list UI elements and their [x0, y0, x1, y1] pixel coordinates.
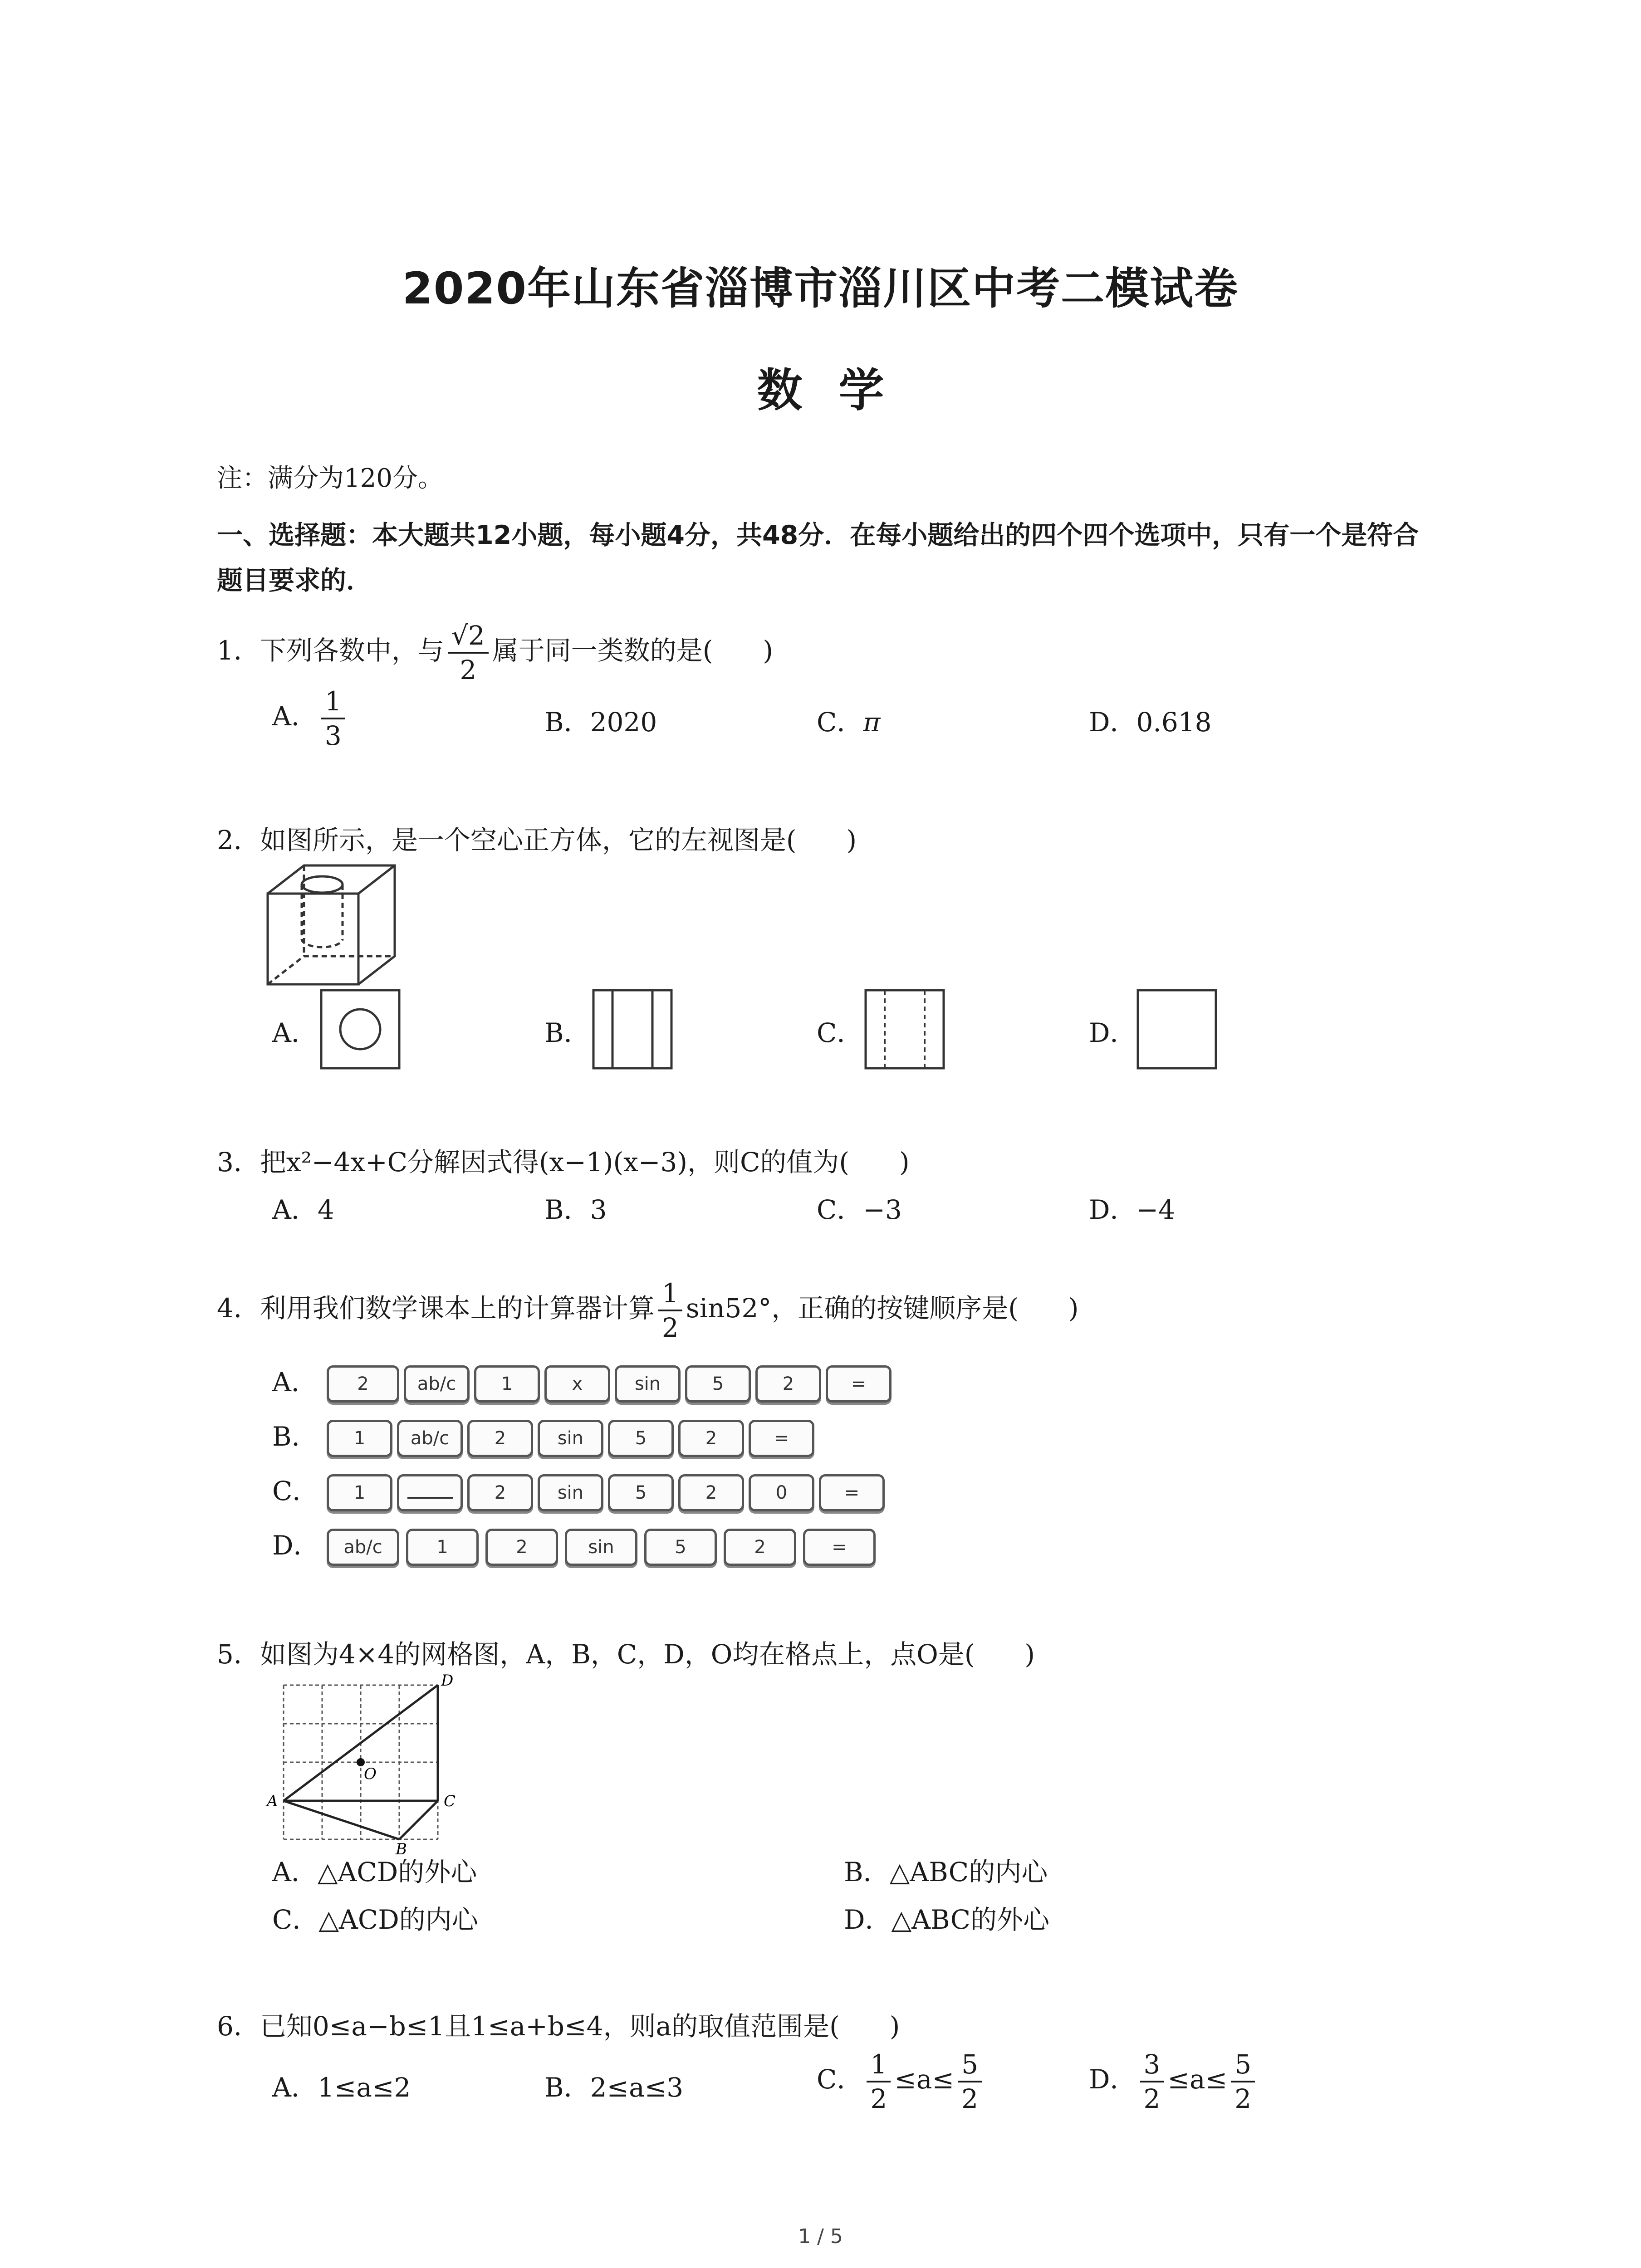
q5-option-a: A．△ACD的外心	[272, 1857, 477, 1887]
q3-option-c: C．−3	[817, 1194, 902, 1225]
q2-text: 2．如图所示，是一个空心正方体，它的左视图是(	[217, 825, 797, 855]
key: 2	[678, 1420, 744, 1457]
key: 1	[406, 1529, 479, 1566]
q1-c-label: C．	[817, 707, 863, 738]
q1-a-den: 3	[324, 720, 342, 751]
q5-close: )	[1024, 1639, 1035, 1670]
q4-option-a-label: A．	[272, 1367, 318, 1398]
q1-frac-den: 2	[460, 655, 477, 685]
hollow-cube-figure	[254, 862, 408, 989]
q6-d-left-frac	[1140, 2048, 1164, 2115]
point-d-label: D	[441, 1674, 454, 1690]
key: 5	[685, 1365, 751, 1403]
q6-close: )	[889, 2011, 900, 2042]
exam-title: 2020年山东省淄博市淄川区中考二模试卷	[402, 263, 1239, 314]
key: 5	[608, 1474, 674, 1511]
q6-option-b: B．2≤a≤3	[544, 2072, 684, 2103]
q6-option-d	[1089, 2048, 1259, 2115]
q1-option-c	[817, 701, 881, 739]
key: 1	[327, 1474, 392, 1511]
q1-text-pre: 1．下列各数中，与	[217, 635, 444, 666]
q6-c-right-num: 5	[958, 2048, 982, 2082]
key: 2	[327, 1365, 399, 1403]
question-1	[217, 619, 773, 686]
q1-close: )	[763, 635, 774, 666]
q2-option-b-figure	[592, 989, 674, 1070]
key: 2	[678, 1474, 744, 1511]
key: 5	[644, 1529, 717, 1566]
key: ab/c	[397, 1420, 463, 1457]
q1-c-value: π	[863, 707, 881, 738]
q6-option-c	[817, 2048, 985, 2115]
point-o-label: O	[364, 1765, 377, 1783]
q3-option-a: A．4	[272, 1194, 334, 1225]
key: x	[544, 1365, 610, 1403]
key: 1	[474, 1365, 540, 1403]
q6-d-mid: ≤a≤	[1167, 2064, 1228, 2095]
q1-text-post: 属于同一类数的是(	[492, 635, 713, 666]
q2-close: )	[846, 825, 857, 855]
q1-fraction	[448, 619, 489, 686]
exam-subject: 数学	[757, 364, 921, 417]
q6-c-right-den: 2	[961, 2083, 978, 2114]
question-6	[217, 2005, 900, 2043]
key: 2	[467, 1474, 533, 1511]
page-number: 1 / 5	[798, 2225, 843, 2248]
q4-option-d-label: D．	[272, 1530, 320, 1561]
key: ab/c	[327, 1529, 399, 1566]
key: 5	[608, 1420, 674, 1457]
q4-option-b-label: B．	[272, 1421, 318, 1452]
key: =	[749, 1420, 814, 1457]
key: sin	[565, 1529, 637, 1566]
q5-option-d: D．△ABC的外心	[844, 1904, 1050, 1935]
q5-text: 5．如图为4×4的网格图，A，B，C，D，O均在格点上，点O是(	[217, 1639, 975, 1670]
key-fraction-bar	[397, 1474, 463, 1511]
q6-d-left-num: 3	[1140, 2048, 1164, 2082]
q4-frac-den: 2	[661, 1312, 679, 1343]
q6-text: 6．已知0≤a−b≤1且1≤a+b≤4，则a的取值范围是(	[217, 2011, 840, 2042]
q1-frac-num: √2	[448, 619, 489, 654]
key: sin	[538, 1474, 603, 1511]
key: =	[819, 1474, 885, 1511]
q1-option-b: B．2020	[544, 707, 657, 738]
q4-fraction	[658, 1277, 682, 1344]
q2-option-d-figure	[1136, 989, 1218, 1070]
q2-option-a-label: A．	[272, 1017, 318, 1048]
q3-option-d: D．−4	[1089, 1194, 1176, 1225]
q4-frac-num: 1	[658, 1277, 682, 1311]
section-heading: 一、选择题：本大题共12小题，每小题4分，共48分．在每小题给出的四个四个选项中，只有一个是符合题目要求的．	[217, 520, 1419, 596]
q1-a-num: 1	[321, 685, 345, 719]
q6-c-mid: ≤a≤	[894, 2064, 955, 2095]
key: 0	[749, 1474, 814, 1511]
q1-option-d: D．0.618	[1089, 707, 1212, 738]
q5-option-c: C．△ACD的内心	[272, 1904, 478, 1935]
point-c-label: C	[444, 1792, 456, 1810]
q4-option-a-keys	[327, 1365, 916, 1402]
q2-option-d-label: D．	[1089, 1017, 1136, 1048]
q4-option-b-keys	[327, 1420, 916, 1456]
q2-option-a-figure	[320, 989, 402, 1070]
key: 2	[724, 1529, 796, 1566]
point-a-label: A	[267, 1792, 278, 1810]
key: 2	[755, 1365, 821, 1403]
q2-option-c-label: C．	[817, 1017, 863, 1048]
q3-close: )	[899, 1147, 910, 1178]
grid-figure	[263, 1674, 463, 1855]
score-note: 注：满分为120分。	[217, 464, 443, 493]
q3-text: 3．把x²−4x+C分解因式得(x−1)(x−3)，则C的值为(	[217, 1147, 849, 1178]
question-2	[217, 819, 857, 857]
q1-a-fraction	[321, 685, 345, 752]
question-4	[217, 1277, 1079, 1344]
q2-option-b-label: B．	[544, 1017, 590, 1048]
point-b-label: B	[396, 1840, 407, 1855]
q2-option-c-figure	[864, 989, 946, 1070]
q6-d-left-den: 2	[1143, 2083, 1161, 2114]
question-5	[217, 1633, 1035, 1671]
q4-option-d-keys	[327, 1529, 916, 1565]
q6-c-left-den: 2	[870, 2083, 887, 2114]
question-3	[217, 1141, 910, 1179]
q6-option-a: A．1≤a≤2	[272, 2072, 411, 2103]
q4-text-pre: 4．利用我们数学课本上的计算器计算	[217, 1293, 655, 1324]
q6-d-right-den: 2	[1234, 2083, 1252, 2114]
key: 2	[485, 1529, 558, 1566]
key: 1	[327, 1420, 392, 1457]
q1-a-label: A．	[272, 701, 318, 732]
key: sin	[615, 1365, 681, 1403]
q6-d-right-frac	[1231, 2048, 1255, 2115]
q1-option-a	[272, 685, 349, 752]
key: =	[826, 1365, 892, 1403]
key: =	[803, 1529, 876, 1566]
q4-option-c-label: C．	[272, 1476, 319, 1506]
q6-c-right-frac	[958, 2048, 982, 2115]
key: 2	[467, 1420, 533, 1457]
q4-close: )	[1068, 1293, 1079, 1324]
q3-option-b: B．3	[544, 1194, 607, 1225]
q6-d-right-num: 5	[1231, 2048, 1255, 2082]
key: ab/c	[404, 1365, 470, 1403]
q6-c-left-num: 1	[867, 2048, 891, 2082]
q4-text-post: sin52°，正确的按键顺序是(	[686, 1293, 1019, 1324]
q6-c-label: C．	[817, 2064, 863, 2095]
q6-d-label: D．	[1089, 2064, 1136, 2095]
q4-option-c-keys	[327, 1474, 916, 1510]
key: sin	[538, 1420, 603, 1457]
q5-option-b: B．△ABC的内心	[844, 1857, 1048, 1887]
q6-c-left-frac	[867, 2048, 891, 2115]
